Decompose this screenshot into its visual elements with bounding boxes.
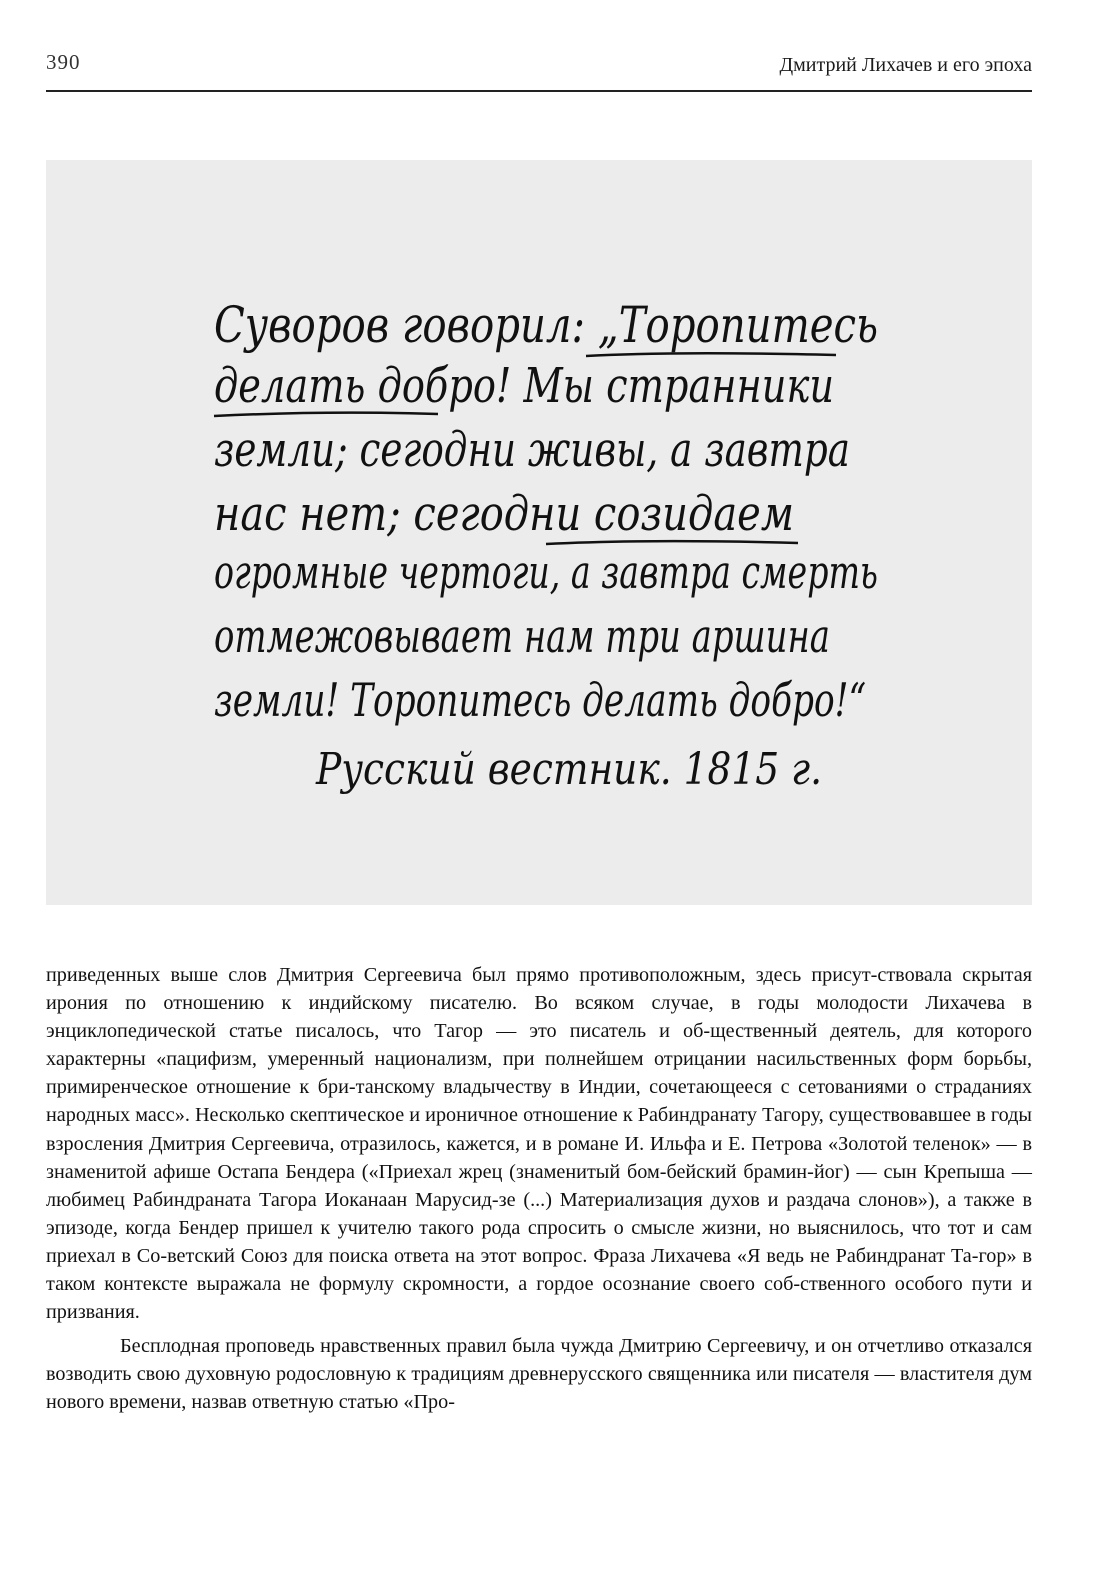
article-body [46,961,1032,1417]
manuscript-line-7: земли! Торопитесь делать добро!“ [214,673,866,727]
manuscript-line-2: делать добро! Мы странники [214,358,834,414]
page-header [46,44,1032,92]
manuscript-line-8: Русский вестник. 1815 г. [315,744,822,795]
manuscript-line-4: нас нет; сегодни созидаем [214,486,794,542]
manuscript-line-3: земли; сегодни живы, а завтра [214,422,850,478]
handwritten-manuscript-image [46,160,1032,905]
running-title: Дмитрий Лихачев и его эпоха [779,54,1032,76]
paragraph-2: Бесплодная проповедь нравственных правил была чужда Дмитрию Сергеевичу, и он отчетливо отказался возводить свою духовную родословную к традициям древнерусского священника или писателя — властителя дум нового времени, назвав ответную статью «Про- [46,1335,1032,1414]
manuscript-line-1: Суворов говорил: „Торопитесь [214,296,878,354]
page-number: 390 [46,50,81,74]
paragraph-1: приведенных выше слов Дмитрия Сергеевича был прямо противоположным, здесь присут-ствовала скрытая ирония по отношению к индийскому писателю. Во всяком случае, в годы молодости Лихачева в энциклопедической статье писалось, что Тагор — это писатель и об-щественный деятель, для которого характерны «пацифизм, умеренный национализм, при полнейшем отрицании насильственных форм борьбы, примиренческое отношение к бри-танскому владычеству в Индии, сочетающееся с сетованиями о страданиях народных масс». Несколько скептическое и ироничное отношение к Рабиндранату Тагору, существовавшее в годы взросления Дмитрия Сергеевича, отразилось, кажется, и в романе И. Ильфа и Е. Петрова «Золотой теленок» — в знаменитой афише Остапа Бендера («Приехал жрец (знаменитый бом-бейский брамин-йог) — сын Крепыша — любимец Рабиндраната Тагора Иоканаан Марусид-зе (...) Материализация духов и раздача слонов»), а также в эпизоде, когда Бендер пришел к учителю такого рода спросить о смысле жизни, но выяснилось, что тот и сам приехал в Со-ветский Союз для поиска ответа на этот вопрос. Фраза Лихачева «Я ведь не Рабиндранат Та-гор» в таком контексте выражала не формулу скромности, а гордое осознание своего соб-ственного особого пути и призвания. [46,964,1032,1324]
manuscript-line-5: огромные чертоги, а завтра смерть [214,545,878,599]
manuscript-svg [46,160,1032,905]
manuscript-line-6: отмежовывает нам три аршина [214,609,830,663]
